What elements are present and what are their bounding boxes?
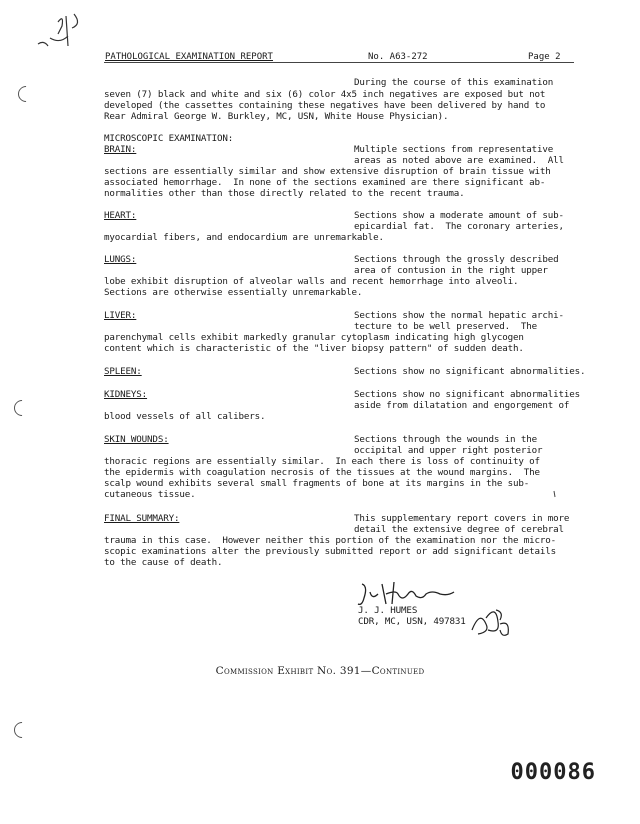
skin-wounds-text: scalp wound exhibits several small fragments of bone at its margins in the sub-: [104, 478, 530, 489]
skin-wounds-text: the epidermis with coagulation necrosis of the tissues at the wound margins. The: [104, 467, 540, 478]
punch-hole-bottom: [11, 719, 34, 742]
section-label-heart: HEART:: [104, 210, 137, 221]
kidneys-text: aside from dilatation and engorgement of: [354, 400, 570, 411]
final-summary-text: This supplementary report covers in more: [354, 513, 570, 524]
punch-hole-middle: [11, 397, 34, 420]
final-summary-text: to the cause of death.: [104, 557, 223, 568]
skin-wounds-text: Sections through the wounds in the: [354, 434, 537, 445]
intro-line: Rear Admiral George W. Burkley, MC, USN, White House Physician).: [104, 111, 449, 122]
liver-text: Sections show the normal hepatic archi-: [354, 310, 564, 321]
liver-text: parenchymal cells exhibit markedly granular cytoplasm indicating high glycogen: [104, 332, 524, 343]
header-rule: [104, 62, 574, 63]
exhibit-caption: Commission Exhibit No. 391—Continued: [215, 665, 425, 677]
heart-text: epicardial fat. The coronary arteries,: [354, 221, 564, 232]
kidneys-text: blood vessels of all calibers.: [104, 411, 266, 422]
spleen-text: Sections show no significant abnormalities.: [354, 366, 586, 377]
brain-text: areas as noted above are examined. All: [354, 155, 564, 166]
report-title: PATHOLOGICAL EXAMINATION REPORT: [105, 52, 273, 62]
section-label-final-summary: FINAL SUMMARY:: [104, 513, 180, 524]
microscopic-heading: MICROSCOPIC EXAMINATION:: [104, 133, 234, 144]
skin-wounds-text: thoracic regions are essentially similar. In each there is loss of continuity of: [104, 456, 540, 467]
kidneys-text: Sections show no significant abnormalities: [354, 389, 581, 400]
lungs-text: area of contusion in the right upper: [354, 265, 548, 276]
section-label-brain: BRAIN:: [104, 144, 137, 155]
heart-text: myocardial fibers, and endocardium are unremarkable.: [104, 232, 384, 243]
intro-line: seven (7) black and white and six (6) color 4x5 inch negatives are exposed but not: [104, 89, 546, 100]
page-number: Page 2: [528, 52, 561, 62]
final-summary-text: trauma in this case. However neither this portion of the examination nor the micro-: [104, 535, 557, 546]
skin-wounds-text: occipital and upper right posterior: [354, 445, 543, 456]
final-summary-text: scopic examinations alter the previously submitted report or add significant details: [104, 546, 557, 557]
report-number: No. A63-272: [368, 52, 428, 62]
page-stamp-number: 000086: [510, 760, 596, 785]
liver-text: content which is characteristic of the "liver biopsy pattern" of sudden death.: [104, 343, 524, 354]
skin-wounds-text: cutaneous tissue.: [104, 489, 196, 500]
handwritten-marks-top-left: [30, 8, 100, 58]
section-label-lungs: LUNGS:: [104, 254, 137, 265]
intro-line: During the course of this examination: [354, 77, 554, 88]
punch-hole-top: [15, 83, 38, 106]
section-label-skin-wounds: SKIN WOUNDS:: [104, 434, 169, 445]
heart-text: Sections show a moderate amount of sub-: [354, 210, 564, 221]
lungs-text: lobe exhibit disruption of alveolar walls and recent hemorrhage into alveoli.: [104, 276, 519, 287]
signatory-rank: CDR, MC, USN, 497831: [358, 616, 466, 627]
lungs-text: Sections are otherwise essentially unremarkable.: [104, 287, 363, 298]
final-summary-text: detail the extensive degree of cerebral: [354, 524, 564, 535]
brain-text: normalities other than those directly related to the recent trauma.: [104, 188, 465, 199]
section-label-spleen: SPLEEN:: [104, 366, 142, 377]
margin-mark: [552, 490, 558, 500]
handwritten-initials: [466, 600, 516, 642]
section-label-liver: LIVER:: [104, 310, 137, 321]
handwritten-signature: [356, 580, 466, 608]
lungs-text: Sections through the grossly described: [354, 254, 559, 265]
brain-text: Multiple sections from representative: [354, 144, 554, 155]
liver-text: tecture to be well preserved. The: [354, 321, 537, 332]
signatory-name: J. J. HUMES: [358, 605, 418, 616]
brain-text: associated hemorrhage. In none of the sections examined are there significant ab-: [104, 177, 546, 188]
section-label-kidneys: KIDNEYS:: [104, 389, 148, 400]
intro-line: developed (the cassettes containing these negatives have been delivered by hand to: [104, 100, 546, 111]
brain-text: sections are essentially similar and show extensive disruption of brain tissue with: [104, 166, 551, 177]
